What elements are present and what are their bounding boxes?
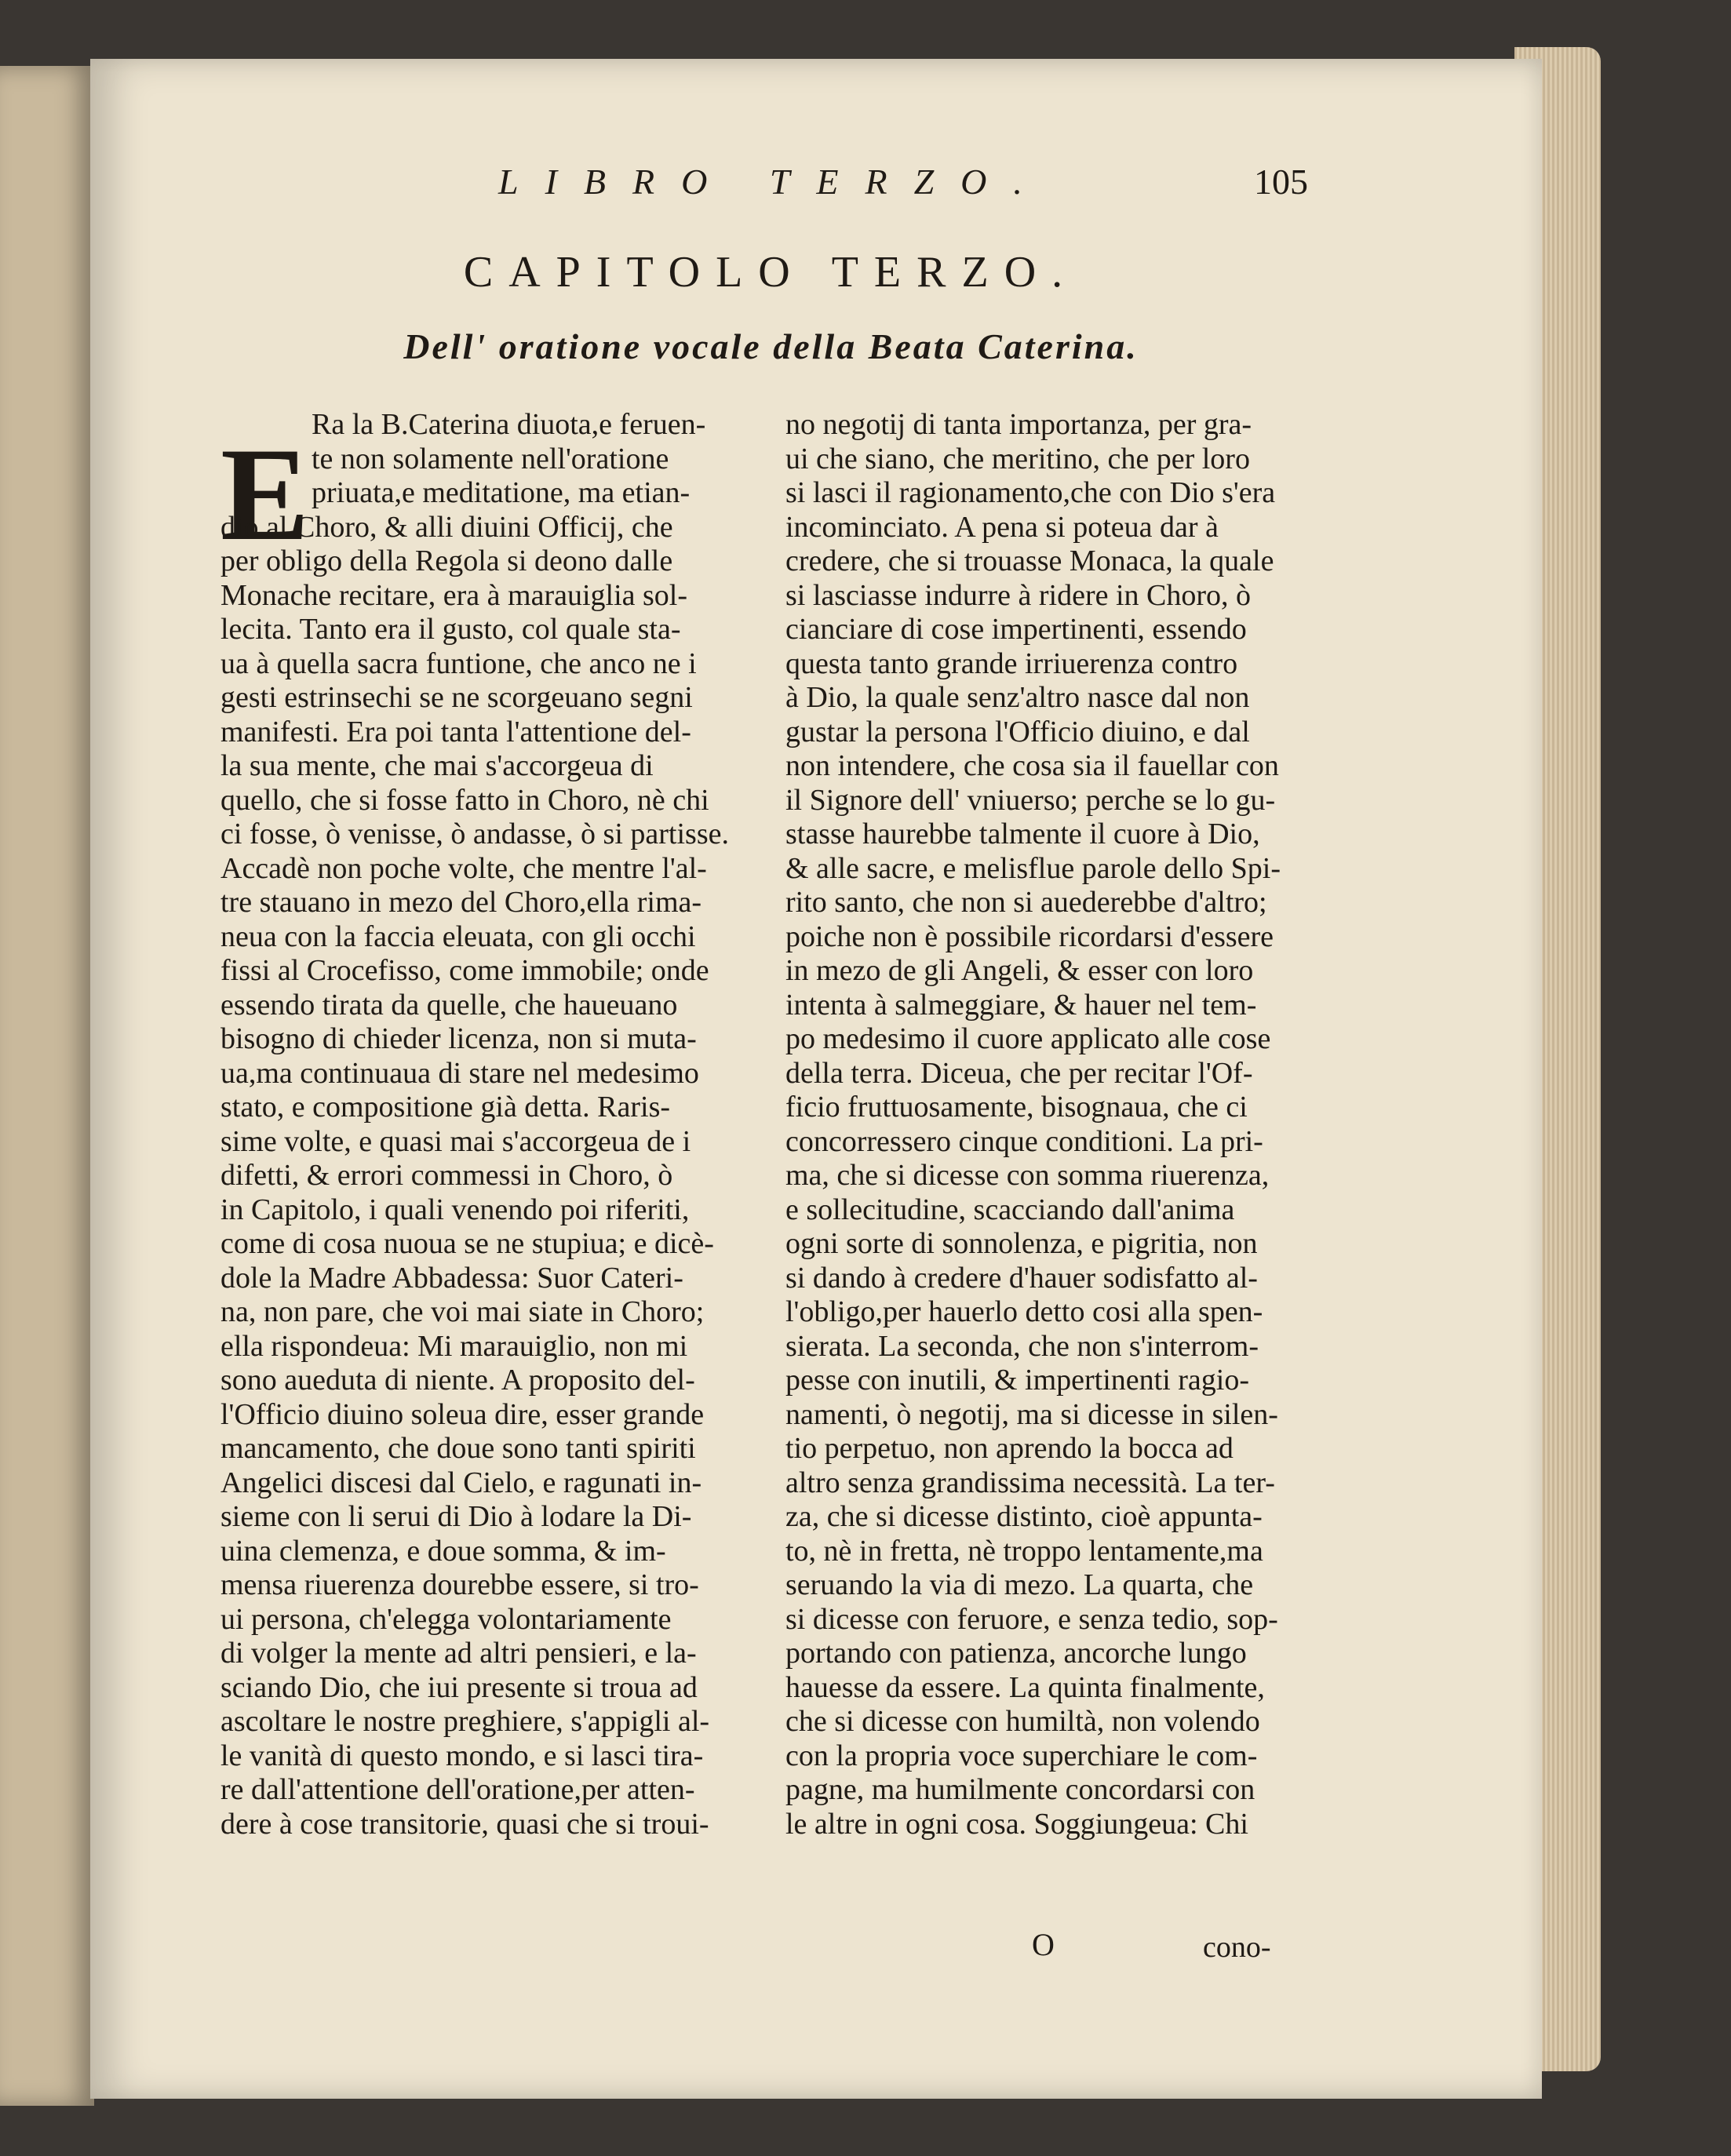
text-line: sciando Dio, che iui presente si troua ad <box>220 1670 698 1704</box>
chapter-subtitle: Dell' oratione vocale della Beata Caterina. <box>403 326 1139 366</box>
signature-mark: O <box>1032 1927 1055 1962</box>
chapter-title: CAPITOLO TERZO. <box>463 248 1079 297</box>
running-head: LIBRO TERZO. <box>498 162 1049 202</box>
text-line: ua à quella sacra funtione, che anco ne i <box>220 646 697 680</box>
text-line: sierata. La seconda, che non s'interrom- <box>785 1329 1259 1363</box>
text-line: hauesse da essere. La quinta finalmente, <box>785 1670 1265 1704</box>
text-line: fissi al Crocefisso, come immobile; onde <box>220 954 709 987</box>
text-line: na, non pare, che voi mai siate in Choro; <box>220 1295 705 1328</box>
text-line: cianciare di cose impertinenti, essendo <box>785 613 1247 646</box>
text-line: difetti, & errori commessi in Choro, ò <box>220 1159 673 1192</box>
text-line: con la propria voce superchiare le com- <box>785 1739 1258 1772</box>
catchword: cono- <box>1203 1931 1271 1964</box>
text-line: altro senza grandissima necessità. La ter- <box>785 1466 1275 1499</box>
text-line: si lasci il ragionamento,che con Dio s'era <box>785 476 1276 509</box>
text-line: tre stauano in mezo del Choro,ella rima- <box>220 886 702 919</box>
text-line: si dicesse con feruore, e senza tedio, sop- <box>785 1602 1278 1636</box>
text-line: il Signore dell' vniuerso; perche se lo gu- <box>785 783 1276 817</box>
text-line: essendo tirata da quelle, che haueuano <box>220 988 678 1022</box>
text-line: mensa riuerenza dourebbe essere, si tro- <box>220 1568 699 1601</box>
text-line: uina clemenza, e doue somma, & im- <box>220 1534 666 1568</box>
text-line: tio perpetuo, non aprendo la bocca ad <box>785 1432 1234 1465</box>
text-line: Monache recitare, era à marauiglia sol- <box>220 578 688 612</box>
text-line: le vanità di questo mondo, e si lasci tira- <box>220 1739 704 1772</box>
text-column-right <box>785 408 1307 1841</box>
text-line: manifesti. Era poi tanta l'attentione del- <box>220 715 691 748</box>
text-line: gustar la persona l'Officio diuino, e dal <box>785 715 1250 748</box>
text-line: concorressero cinque conditioni. La pri- <box>785 1124 1263 1158</box>
text-line: sieme con li serui di Dio à lodare la Di- <box>220 1500 692 1533</box>
text-line: ficio fruttuosamente, bisognaua, che ci <box>785 1091 1248 1124</box>
text-line: le altre in ogni cosa. Soggiungeua: Chi <box>785 1807 1248 1841</box>
text-line: gesti estrinsechi se ne scorgeuano segni <box>220 681 693 714</box>
text-line: to, nè in fretta, nè troppo lentamente,ma <box>785 1534 1263 1568</box>
text-line: sono aueduta di niente. A proposito del- <box>220 1364 695 1397</box>
text-line: e sollecitudine, scacciando dall'anima <box>785 1193 1235 1226</box>
text-line: za, che si dicesse distinto, cioè appunta- <box>785 1500 1263 1533</box>
text-line: te non solamente nell'oratione <box>312 442 669 475</box>
text-line: la sua mente, che mai s'accorgeua di <box>220 749 654 782</box>
text-line: si dando à credere d'hauer sodisfatto al- <box>785 1261 1258 1295</box>
text-line: intenta à salmeggiare, & hauer nel tem- <box>785 988 1257 1022</box>
text-line: poiche non è possibile ricordarsi d'essere <box>785 920 1274 953</box>
text-line: incominciato. A pena si poteua dar à <box>785 510 1219 544</box>
book-page <box>90 59 1542 2099</box>
text-line: ui che siano, che meritino, che per loro <box>785 442 1250 475</box>
text-line: pagne, ma humilmente concordarsi con <box>785 1773 1255 1806</box>
text-line: Angelici discesi dal Cielo, e ragunati in- <box>220 1466 702 1499</box>
text-line: ma, che si dicesse con somma riuerenza, <box>785 1159 1270 1192</box>
text-line: ui persona, ch'elegga volontariamente <box>220 1602 672 1636</box>
text-line: po medesimo il cuore applicato alle cose <box>785 1022 1271 1055</box>
text-line: à Dio, la quale senz'altro nasce dal non <box>785 681 1250 714</box>
text-line: in Capitolo, i quali venendo poi riferiti, <box>220 1193 690 1226</box>
text-line: dio al Choro, & alli diuini Officij, che <box>220 510 673 544</box>
text-line: ascoltare le nostre preghiere, s'appigli al- <box>220 1705 710 1738</box>
text-line: della terra. Diceua, che per recitar l'Of- <box>785 1056 1253 1090</box>
text-line: stato, e compositione già detta. Raris- <box>220 1091 671 1124</box>
text-line: l'Officio diuino soleua dire, esser grande <box>220 1397 705 1431</box>
text-line: rito santo, che non si auederebbe d'altro; <box>785 886 1267 919</box>
text-line: di volger la mente ad altri pensieri, e la- <box>220 1637 697 1670</box>
text-line: namenti, ò negotij, ma si dicesse in silen- <box>785 1397 1278 1431</box>
text-line: stasse haurebbe talmente il cuore à Dio, <box>785 818 1260 850</box>
text-column-left <box>220 408 742 1841</box>
text-line: dole la Madre Abbadessa: Suor Cateri- <box>220 1261 683 1295</box>
text-line: neua con la faccia eleuata, con gli occhi <box>220 920 696 953</box>
text-line: mancamento, che doue sono tanti spiriti <box>220 1432 696 1465</box>
text-line: priuata,e meditatione, ma etian- <box>312 476 691 509</box>
text-line: re dall'attentione dell'oratione,per atten- <box>220 1773 695 1806</box>
text-line: Accadè non poche volte, che mentre l'al- <box>220 851 707 885</box>
text-line: in mezo de gli Angeli, & esser con loro <box>785 954 1254 987</box>
text-line: questa tanto grande irriuerenza contro <box>785 646 1238 680</box>
text-line: si lasciasse indurre à ridere in Choro, ò <box>785 578 1252 612</box>
text-line: no negotij di tanta importanza, per gra- <box>785 408 1252 441</box>
text-line: che si dicesse con humiltà, non volendo <box>785 1705 1260 1738</box>
text-line: portando con patienza, ancorche lungo <box>785 1637 1247 1670</box>
text-line: ogni sorte di sonnolenza, e pigritia, non <box>785 1227 1258 1260</box>
text-line: credere, che si trouasse Monaca, la quale <box>785 544 1274 577</box>
drop-cap: E <box>220 421 310 568</box>
text-line: seruando la via di mezo. La quarta, che <box>785 1568 1254 1601</box>
facing-page-edge <box>0 66 94 2106</box>
text-line: lecita. Tanto era il gusto, col quale sta- <box>220 613 681 646</box>
text-line: ci fosse, ò venisse, ò andasse, ò si partisse. <box>220 818 729 850</box>
text-line: pesse con inutili, & impertinenti ragio- <box>785 1364 1249 1397</box>
text-line: l'obligo,per hauerlo detto cosi alla spen- <box>785 1295 1263 1328</box>
text-line: dere à cose transitorie, quasi che si troui- <box>220 1807 709 1841</box>
page-number: 105 <box>1254 162 1308 202</box>
text-line: Ra la B.Caterina diuota,e feruen- <box>312 408 706 441</box>
text-line: quello, che si fosse fatto in Choro, nè chi <box>220 783 709 817</box>
text-line: sime volte, e quasi mai s'accorgeua de i <box>220 1124 691 1158</box>
text-line: bisogno di chieder licenza, non si muta- <box>220 1022 697 1055</box>
text-line: per obligo della Regola si deono dalle <box>220 544 673 577</box>
text-line: & alle sacre, e melisflue parole dello Spi- <box>785 851 1281 885</box>
text-line: ella rispondeua: Mi marauiglio, non mi <box>220 1329 688 1363</box>
text-line: ua,ma continuaua di stare nel medesimo <box>220 1056 699 1090</box>
text-line: come di cosa nuoua se ne stupiua; e dicè- <box>220 1227 714 1260</box>
text-line: non intendere, che cosa sia il fauellar con <box>785 749 1279 782</box>
